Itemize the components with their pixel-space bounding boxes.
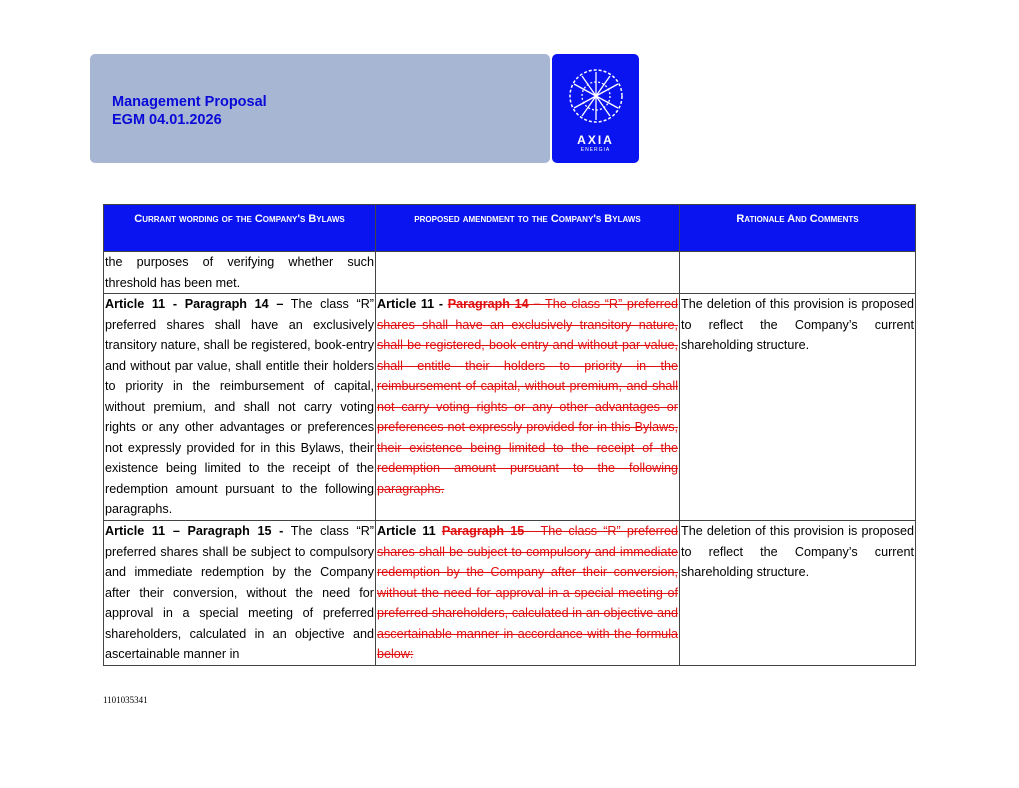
rationale-cell: [680, 252, 916, 294]
table-header-row: [104, 205, 916, 252]
proposed-amendment-cell: [376, 294, 680, 521]
title-line: Management Proposal: [112, 94, 267, 110]
column-header-current: Currant wording of the Company's Bylaws: [104, 205, 376, 252]
globe-icon: [568, 68, 624, 124]
document-title: [112, 93, 267, 129]
column-header-rationale: Rationale And Comments: [680, 205, 916, 252]
table-row: [104, 521, 916, 666]
deleted-text: - The class “R” preferred shares shall be subject to compulsory and immediate redemption by the Company after their conversion, without the need for approval in a special meeting of preferred shareholders, calculated in an objective and ascertainable manner in accordance with the formula below:: [377, 524, 678, 661]
column-header-proposed: proposed amendment to the Company's Bylaws: [376, 205, 680, 252]
bylaws-comparison-table: [103, 204, 916, 666]
rationale-cell: The deletion of this provision is proposed to reflect the Company’s current shareholding structure.: [680, 294, 916, 521]
deleted-text: Paragraph 15: [441, 524, 531, 538]
article-ref: Article 11 - Paragraph 14 –: [105, 297, 284, 311]
current-text: The class “R” preferred shares shall have an exclusively transitory nature, shall be registered, book-entry and without par value, shall entitle their holders to priority in the reimbursement of capital, without premium, and shall not carry voting rights or any other advantages or preferences not expressly provided for in this Bylaws, their existence being limited to the receipt of the redemption amount pursuant to the following paragraphs.: [105, 297, 374, 516]
rationale-cell: The deletion of this provision is proposed to reflect the Company’s current shareholding structure.: [680, 521, 916, 666]
proposed-amendment-cell: [376, 521, 680, 666]
kept-text: Article 11: [377, 524, 442, 538]
document-id: 1101035341: [103, 695, 148, 705]
current-wording-cell: [104, 521, 376, 666]
deleted-text: The class “R” preferred shares shall have an exclusively transitory nature, shall be registered, book entry and without par value, shall entitle their holders to priority in the reimbursement of capital, without premium, and shall not carry voting rights or any other advantages or preferences not expressly provided for in this Bylaws, their existence being limited to the receipt of the redemption amount pursuant to the following paragraphs.: [377, 297, 678, 496]
meeting-date: EGM 04.01.2026: [112, 112, 222, 128]
logo-name: AXIA: [577, 133, 614, 147]
article-ref: Article 11 – Paragraph 15 -: [105, 524, 284, 538]
header-banner: [90, 54, 550, 163]
current-wording-cell: [104, 294, 376, 521]
table-row: [104, 252, 916, 294]
kept-text: Article 11 -: [377, 297, 448, 311]
company-logo: [552, 54, 639, 163]
deleted-text: Paragraph 14 –: [447, 297, 546, 311]
current-text: The class “R” preferred shares shall be subject to compulsory and immediate redemption by the Company after their conversion, without the need for approval in a special meeting of preferred shareholders, calculated in an objective and ascertainable manner in: [105, 524, 374, 661]
logo-subtitle: ENERGIA: [580, 147, 611, 153]
table-row: [104, 294, 916, 521]
current-wording-cell: the purposes of verifying whether such threshold has been met.: [104, 252, 376, 294]
proposed-amendment-cell: [376, 252, 680, 294]
